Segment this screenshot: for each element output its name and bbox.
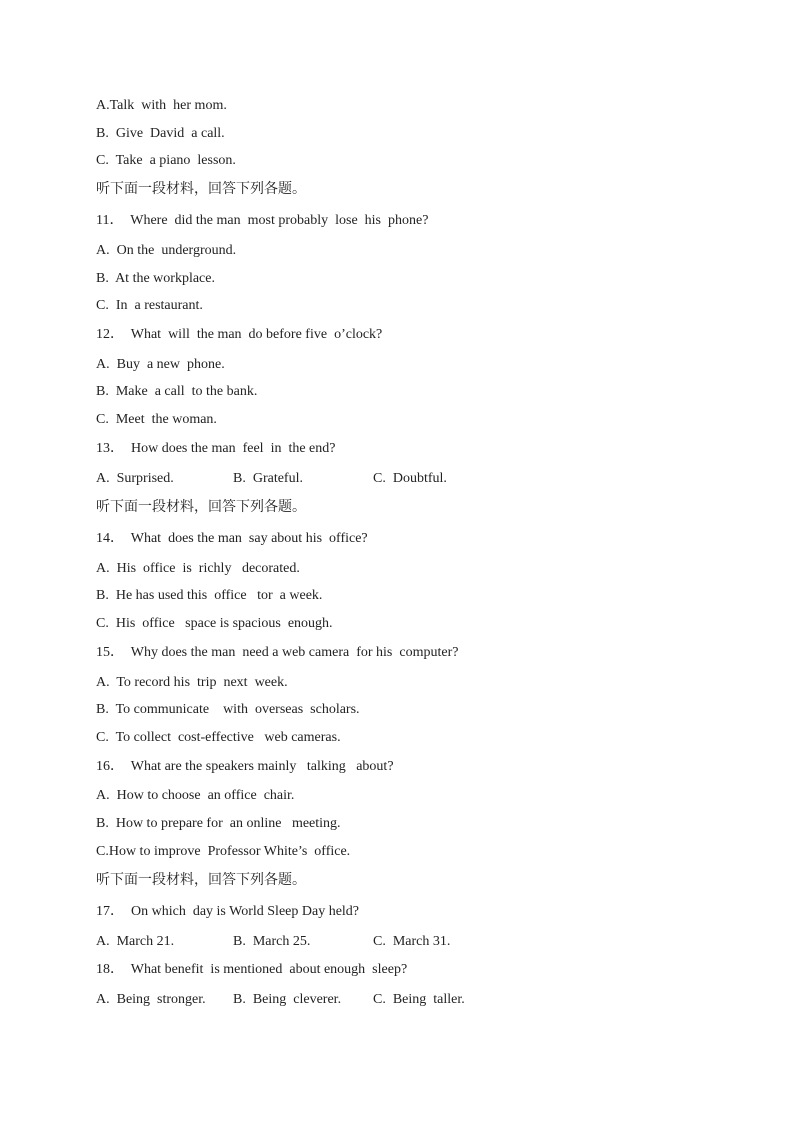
option-line: A. His office is richly decorated. [96,561,300,576]
option-line: A. On the underground. [96,243,237,258]
option-line: C.How to improve Professor White’s office. [96,844,351,859]
question-18-options [96,991,465,1081]
question-18: 18． What benefit is mentioned about enough sleep? [96,962,408,977]
option-line: C. Meet the woman. [96,412,217,427]
option-a: A. Being stronger. [96,992,206,1007]
option-line: B. At the workplace. [96,271,215,286]
option-line: C. To collect cost-effective web cameras. [96,730,341,745]
option-line: C. In a restaurant. [96,298,203,313]
section-instruction: 听下面一段材料，回答下列各题。 [96,872,306,888]
question-17: 17． On which day is World Sleep Day held? [96,904,360,919]
option-c: C. March 31. [373,934,451,949]
section-instruction: 听下面一段材料，回答下列各题。 [96,499,306,515]
option-line: A.Talk with her mom. [96,98,227,113]
option-line: B. He has used this office tor a week. [96,588,323,603]
option-line: A. To record his trip next week. [96,675,288,690]
question-16: 16． What are the speakers mainly talking about? [96,759,394,774]
option-line: C. His office space is spacious enough. [96,616,333,631]
option-c: C. Being taller. [373,992,465,1007]
option-line: A. Buy a new phone. [96,357,225,372]
option-line: B. How to prepare for an online meeting. [96,816,341,831]
section-instruction: 听下面一段材料，回答下列各题。 [96,181,306,197]
question-14: 14． What does the man say about his office? [96,531,368,546]
question-12: 12． What will the man do before five o’clock? [96,327,383,342]
question-15: 15． Why does the man need a web camera for his computer? [96,645,459,660]
option-b: B. Being cleverer. [233,992,342,1007]
option-a: A. March 21. [96,934,175,949]
option-line: C. Take a piano lesson. [96,153,236,168]
option-b: B. March 25. [233,934,311,949]
option-b: B. Grateful. [233,471,303,486]
option-line: B. Make a call to the bank. [96,384,258,399]
option-a: A. Surprised. [96,471,174,486]
option-line: B. To communicate with overseas scholars. [96,702,360,717]
option-line: B. Give David a call. [96,126,225,141]
option-line: A. How to choose an office chair. [96,788,295,803]
question-11: 11． Where did the man most probably lose his phone? [96,213,429,228]
question-13: 13． How does the man feel in the end? [96,441,336,456]
option-c: C. Doubtful. [373,471,447,486]
